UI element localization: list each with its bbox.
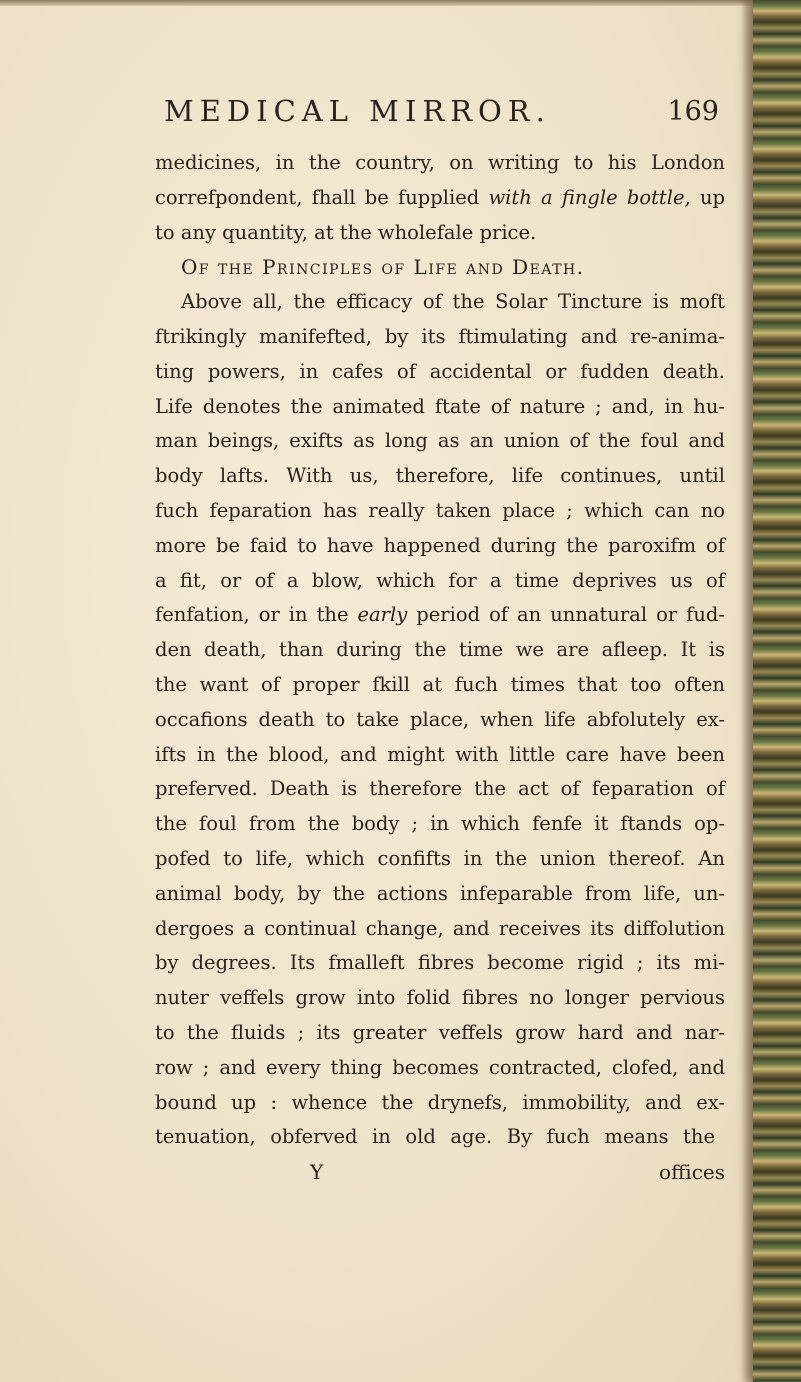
- text-line: the want of proper fkill at fuch times that too often: [155, 672, 725, 696]
- text-line: ting powers, in cafes of accidental or fudden death.: [155, 359, 725, 383]
- text-line: occafions death to take place, when life abfolutely ex-: [155, 707, 725, 731]
- text-line: animal body, by the actions infeparable from life, un-: [155, 881, 725, 905]
- text-line: more be faid to have happened during the paroxifm of: [155, 533, 725, 557]
- text-line: body lafts. With us, therefore, life continues, until: [155, 464, 725, 488]
- italic-phrase: with a fingle bottle,: [488, 185, 691, 209]
- text-line: to any quantity, at the wholefale price.: [155, 220, 537, 244]
- text-line: dergoes a continual change, and receives its diffolution: [155, 916, 725, 940]
- page-number: 169: [667, 96, 719, 127]
- section-heading: Of the Principles of Life and Death.: [181, 255, 585, 280]
- running-head: MEDICAL MIRROR.: [164, 94, 551, 128]
- page-header: [164, 94, 719, 142]
- body-text: [155, 146, 725, 1190]
- text-line: Life denotes the animated ftate of nature ; and, in hu-: [155, 394, 725, 418]
- text-line: ifts in the blood, and might with little care have been: [155, 742, 725, 766]
- text-line: ftrikingly manifefted, by its ftimulating and re-anima-: [155, 324, 725, 348]
- page-top-edge: [0, 0, 801, 6]
- text-line: the foul from the body ; in which fenfe it ftands op-: [155, 812, 725, 836]
- text-line: den death, than during the time we are afleep. It is: [155, 638, 725, 662]
- italic-word: early: [357, 603, 408, 627]
- signature-mark: Y: [310, 1160, 324, 1185]
- text-segment: correfpondent, fhall be fupplied: [155, 185, 480, 209]
- text-line: nuter veffels grow into folid fibres no longer pervious: [155, 986, 725, 1010]
- text-line: Above all, the efficacy of the Solar Tincture is moft: [181, 290, 725, 314]
- catchword: offices: [659, 1160, 725, 1185]
- text-line: tenuation, obferved in old age. By fuch means the: [155, 1125, 715, 1149]
- book-binding-edge: [753, 0, 801, 1382]
- text-line: a fit, or of a blow, which for a time deprives us of: [155, 568, 725, 592]
- text-segment: fenfation, or in the: [155, 603, 349, 627]
- text-line: by degrees. Its fmalleft fibres become rigid ; its mi-: [155, 951, 725, 975]
- text-line: fuch feparation has really taken place ; which can no: [155, 498, 725, 522]
- text-line: to the fluids ; its greater veffels grow hard and nar-: [155, 1020, 725, 1044]
- text-line: pofed to life, which confifts in the union thereof. An: [155, 846, 725, 870]
- text-line: preferved. Death is therefore the act of feparation of: [155, 777, 725, 801]
- text-segment: period of an unnatural or fud-: [416, 603, 725, 627]
- text-line: [155, 181, 725, 216]
- text-line: man beings, exifts as long as an union of the foul and: [155, 429, 725, 453]
- text-line: row ; and every thing becomes contracted, clofed, and: [155, 1055, 725, 1079]
- text-line: medicines, in the country, on writing to his London: [155, 151, 725, 174]
- text-segment: up: [699, 185, 725, 209]
- text-line: bound up : whence the drynefs, immobility, and ex-: [155, 1090, 725, 1114]
- text-line: [155, 598, 725, 633]
- page-footer: [155, 1155, 725, 1190]
